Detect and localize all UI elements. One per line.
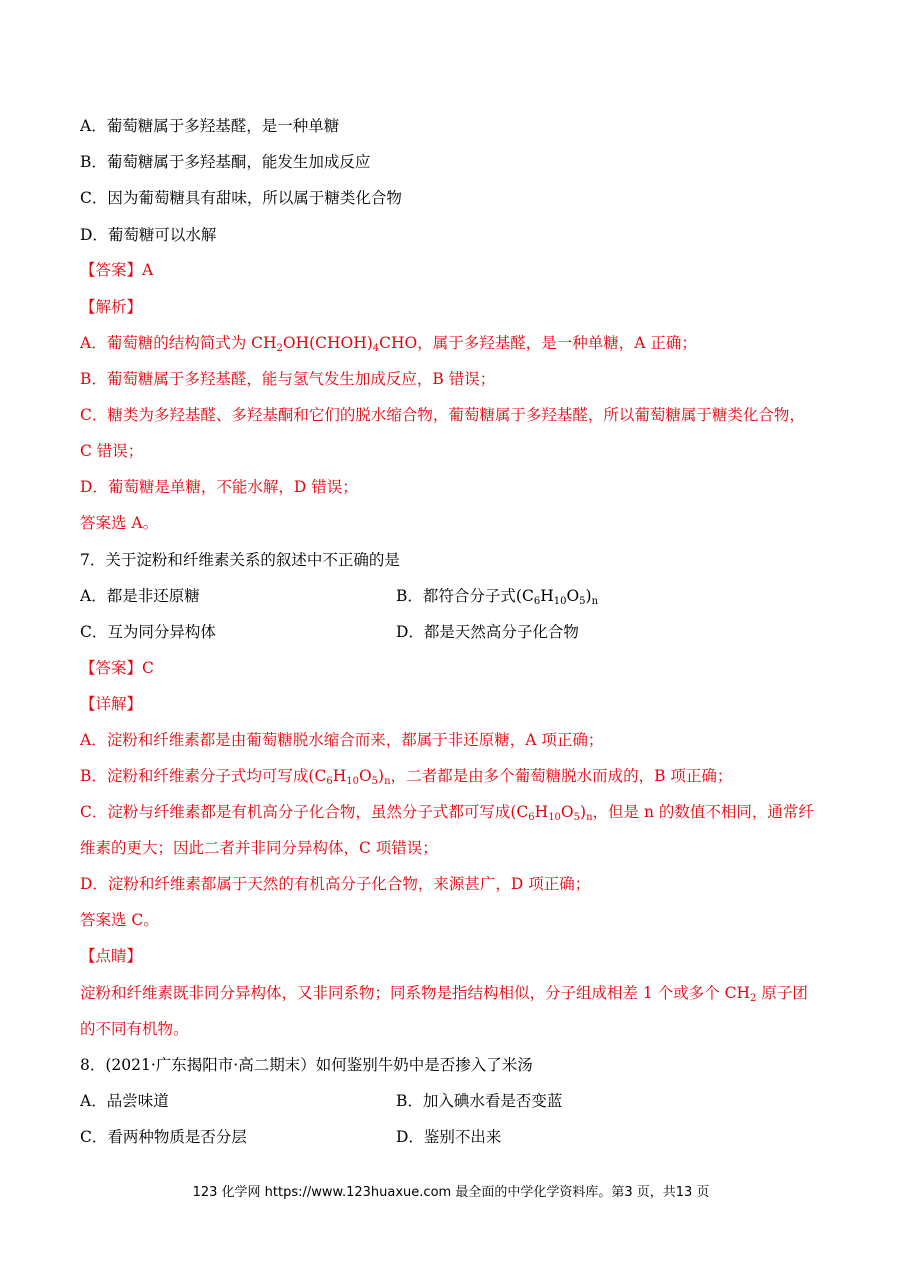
q7-point-line1: 淀粉和纤维素既非同分异构体，又非同系物；同系物是指结构相似，分子组成相差 1 个或多个 $CH_2$ 原子团 [80,984,808,1004]
q7-detail-d: D．淀粉和纤维素都属于天然的有机高分子化合物，来源甚广，D 项正确； [80,875,591,893]
q6-analysis-d: D．葡萄糖是单糖，不能水解，D 错误； [80,478,358,496]
q6-analysis-c1: C．糖类为多羟基醛、多羟基酮和它们的脱水缩合物，葡萄糖属于多羟基醛，所以葡萄糖属于糖类化合物， [80,406,805,424]
q7-option-a: A．都是非还原糖 [80,587,200,605]
q7-detail-a: A．淀粉和纤维素都是由葡萄糖脱水缩合而来，都属于非还原糖，A 项正确； [80,731,604,749]
q6-analysis-a: A．葡萄糖的结构简式为 $CH_2OH(CHOH)_4CHO$，属于多羟基醛，是一种单糖，A 正确； [80,334,697,354]
q6-conclusion: 答案选 A。 [80,514,159,532]
q8-option-c: C．看两种物质是否分层 [80,1128,247,1146]
q8-option-b: B．加入碘水看是否变蓝 [396,1092,563,1110]
q6-option-c: C．因为葡萄糖具有甜味，所以属于糖类化合物 [80,189,402,207]
q6-analysis-c2: C 错误； [80,442,144,460]
q7-option-d: D．都是天然高分子化合物 [396,623,579,641]
q7-detail-c2: 维素的更大；因此二者并非同分异构体，C 项错误； [80,839,438,857]
q7-point-line2: 的不同有机物。 [80,1020,189,1038]
q7-detail-c1: C．淀粉与纤维素都是有机高分子化合物，虽然分子式都可写成$(C_6H_{10}O_5)_n$，但是 n 的数值不相同，通常纤 [80,803,814,823]
answer-label: 【答案】 [80,659,143,677]
q6-option-b: B．葡萄糖属于多羟基酮，能发生加成反应 [80,153,371,171]
answer-label: 【答案】 [80,261,143,279]
q7-detail-label: 【详解】 [80,695,143,713]
q7-point-label: 【点睛】 [80,947,143,965]
q7-answer [80,657,154,679]
q7-stem: 7．关于淀粉和纤维素关系的叙述中不正确的是 [80,551,400,569]
q6-option-a: A．葡萄糖属于多羟基醛，是一种单糖 [80,117,340,135]
q6-analysis-label: 【解析】 [80,298,143,316]
q7-detail-b: B．淀粉和纤维素分子式均可写成$(C_6H_{10}O_5)_n$，二者都是由多个葡萄糖脱水而成的，B 项正确； [80,767,733,787]
q7-conclusion: 答案选 C。 [80,911,159,929]
page-footer: 123 化学网 https://www.123huaxue.com 最全面的中学化学资料库。第3 页，共13 页 [192,1185,710,1200]
q6-analysis-b: B．葡萄糖属于多羟基醛，能与氢气发生加成反应，B 错误； [80,370,496,388]
q8-option-d: D．鉴别不出来 [396,1128,502,1146]
q8-stem: 8．(2021·广东揭阳市·高二期末）如何鉴别牛奶中是否掺入了米汤 [80,1056,533,1074]
answer-value: C [142,659,154,677]
answer-value: A [142,261,154,279]
q6-answer [80,259,153,281]
q7-option-b: B．都符合分子式$(C_6H_{10}O_5)_n$ [396,587,599,607]
q6-option-d: D．葡萄糖可以水解 [80,226,217,244]
q7-option-c: C．互为同分异构体 [80,623,216,641]
q8-option-a: A．品尝味道 [80,1092,169,1110]
